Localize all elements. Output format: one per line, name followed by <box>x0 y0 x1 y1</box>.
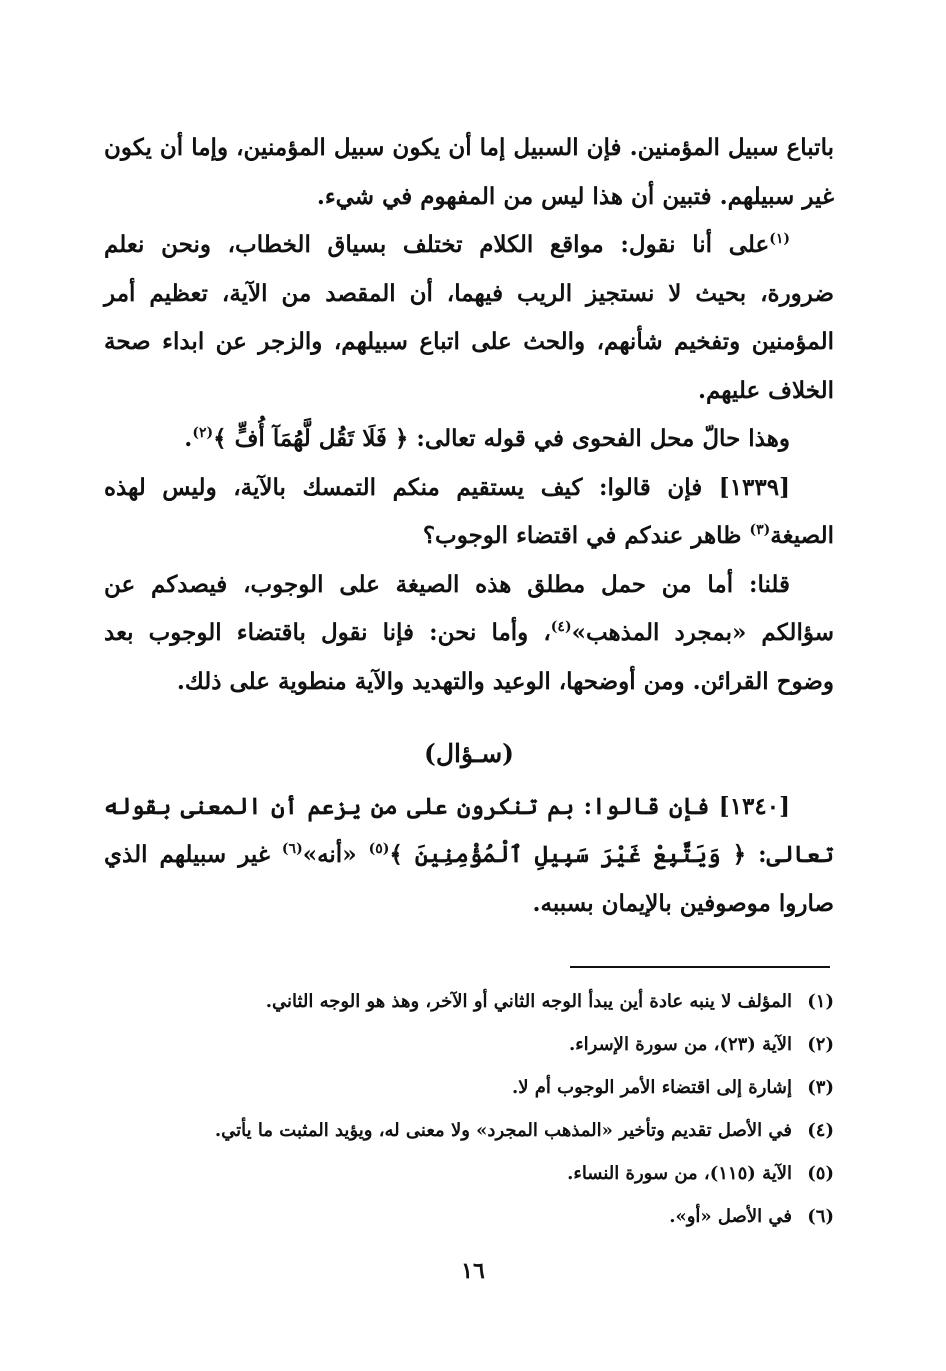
footnote-text: الآية (١١٥)، من سورة النساء. <box>567 1163 792 1184</box>
paragraph-4-text-a: [١٣٣٩] فإن قالوا: كيف يستقيم منكم التمسك بالآية، وليس لهذه الصيغة <box>104 473 834 549</box>
paragraph-5-text-b: ، وأما نحن: فإنا نقول باقتضاء الوجوب بعد وضوح القرائن. ومن أوضحها، الوعيد والتهديد والآية منطوية على ذلك. <box>104 619 834 695</box>
paragraph-3-text: وهذا حالّ محل الفحوى في قوله تعالى: ﴿ فَلَا تَقُل لَّهُمَآ أُفٍّ ﴾ <box>213 425 790 452</box>
footnote-text: المؤلف لا ينبه عادة أين يبدأ الوجه الثاني أو الآخر، وهذ هو الوجه الثاني. <box>265 991 792 1012</box>
paragraph-5 <box>104 561 834 707</box>
footnote-ref-4: (٤) <box>550 619 572 635</box>
footnote-number: (٦) <box>807 1206 834 1227</box>
paragraph-2 <box>104 221 834 415</box>
footnote-number: (٤) <box>807 1120 834 1141</box>
paragraph-5-text-a: قلنا: أما من حمل مطلق هذه الصيغة على الوجوب، فيصدكم عن سؤالكم «بمجرد المذهب» <box>104 570 834 646</box>
footnote-1 <box>104 980 834 1023</box>
paragraph-6-text-c: غير سبيلهم الذي صاروا موصوفين بالإيمان بسببه. <box>104 841 834 917</box>
footnote-text: إشارة إلى اقتضاء الأمر الوجوب أم لا. <box>511 1077 792 1098</box>
footnote-text: الآية (٢٣)، من سورة الإسراء. <box>568 1034 792 1055</box>
footnote-divider <box>570 966 830 968</box>
footnote-number: (٢) <box>807 1034 834 1055</box>
main-text <box>104 124 834 928</box>
footnote-5 <box>104 1152 834 1195</box>
paragraph-1 <box>104 124 834 221</box>
footnote-ref-2: (٢) <box>192 425 214 441</box>
paragraph-1-text: باتباع سبيل المؤمنين. فإن السبيل إما أن يكون سبيل المؤمنين، وإما أن يكون غير سبيلهم. فتبين أن هذا ليس من المفهوم في شيء. <box>104 134 834 210</box>
footnote-number: (٥) <box>807 1163 834 1184</box>
page-number: ١٦ <box>461 1258 485 1284</box>
paragraph-6-text-a: [١٣٤٠] فإن قالوا: بم تنكرون على من يزعم أن المعنى بقوله تعالى: ﴿ وَيَتَّبِعْ غَيْرَ سَبِيلِ ٱلْمُؤْمِنِينَ ﴾ <box>104 792 834 868</box>
footnote-ref-5: (٥) <box>368 841 390 857</box>
paragraph-6 <box>104 783 834 929</box>
footnote-number: (٣) <box>807 1077 834 1098</box>
footnote-4 <box>104 1109 834 1152</box>
footnote-2 <box>104 1023 834 1066</box>
paragraph-2-text: على أنا نقول: مواقع الكلام تختلف بسياق الخطاب، ونحن نعلم ضرورة، بحيث لا نستجيز الريب فيهما، أن المقصد من الآية، تعظيم أمر المؤمنين وتفخيم شأنهم، والحث على اتباع سبيلهم، والزجر عن ابداء صحة الخلاف عليهم. <box>104 231 834 404</box>
footnote-number: (١) <box>807 991 834 1012</box>
paragraph-3 <box>104 415 834 464</box>
paragraph-4-text-b: ظاهر عندكم في اقتضاء الوجوب؟ <box>422 522 750 549</box>
section-heading: (سـؤال) <box>424 739 514 768</box>
paragraph-6-text-b: «أنه» <box>302 841 369 868</box>
footnote-3 <box>104 1066 834 1109</box>
footnote-ref-1: (١) <box>769 231 790 247</box>
paragraph-4 <box>104 464 834 561</box>
footnote-text: في الأصل تقديم وتأخير «المذهب المجرد» ولا معنى له، ويؤيد المثبت ما يأتي. <box>214 1120 792 1141</box>
footnote-text: في الأصل «أو». <box>669 1206 792 1227</box>
footnotes <box>104 980 834 1238</box>
paragraph-3-end: . <box>184 425 193 452</box>
footnote-ref-6: (٦) <box>281 841 303 857</box>
footnote-ref-3: (٣) <box>749 522 771 538</box>
footnote-6 <box>104 1195 834 1238</box>
